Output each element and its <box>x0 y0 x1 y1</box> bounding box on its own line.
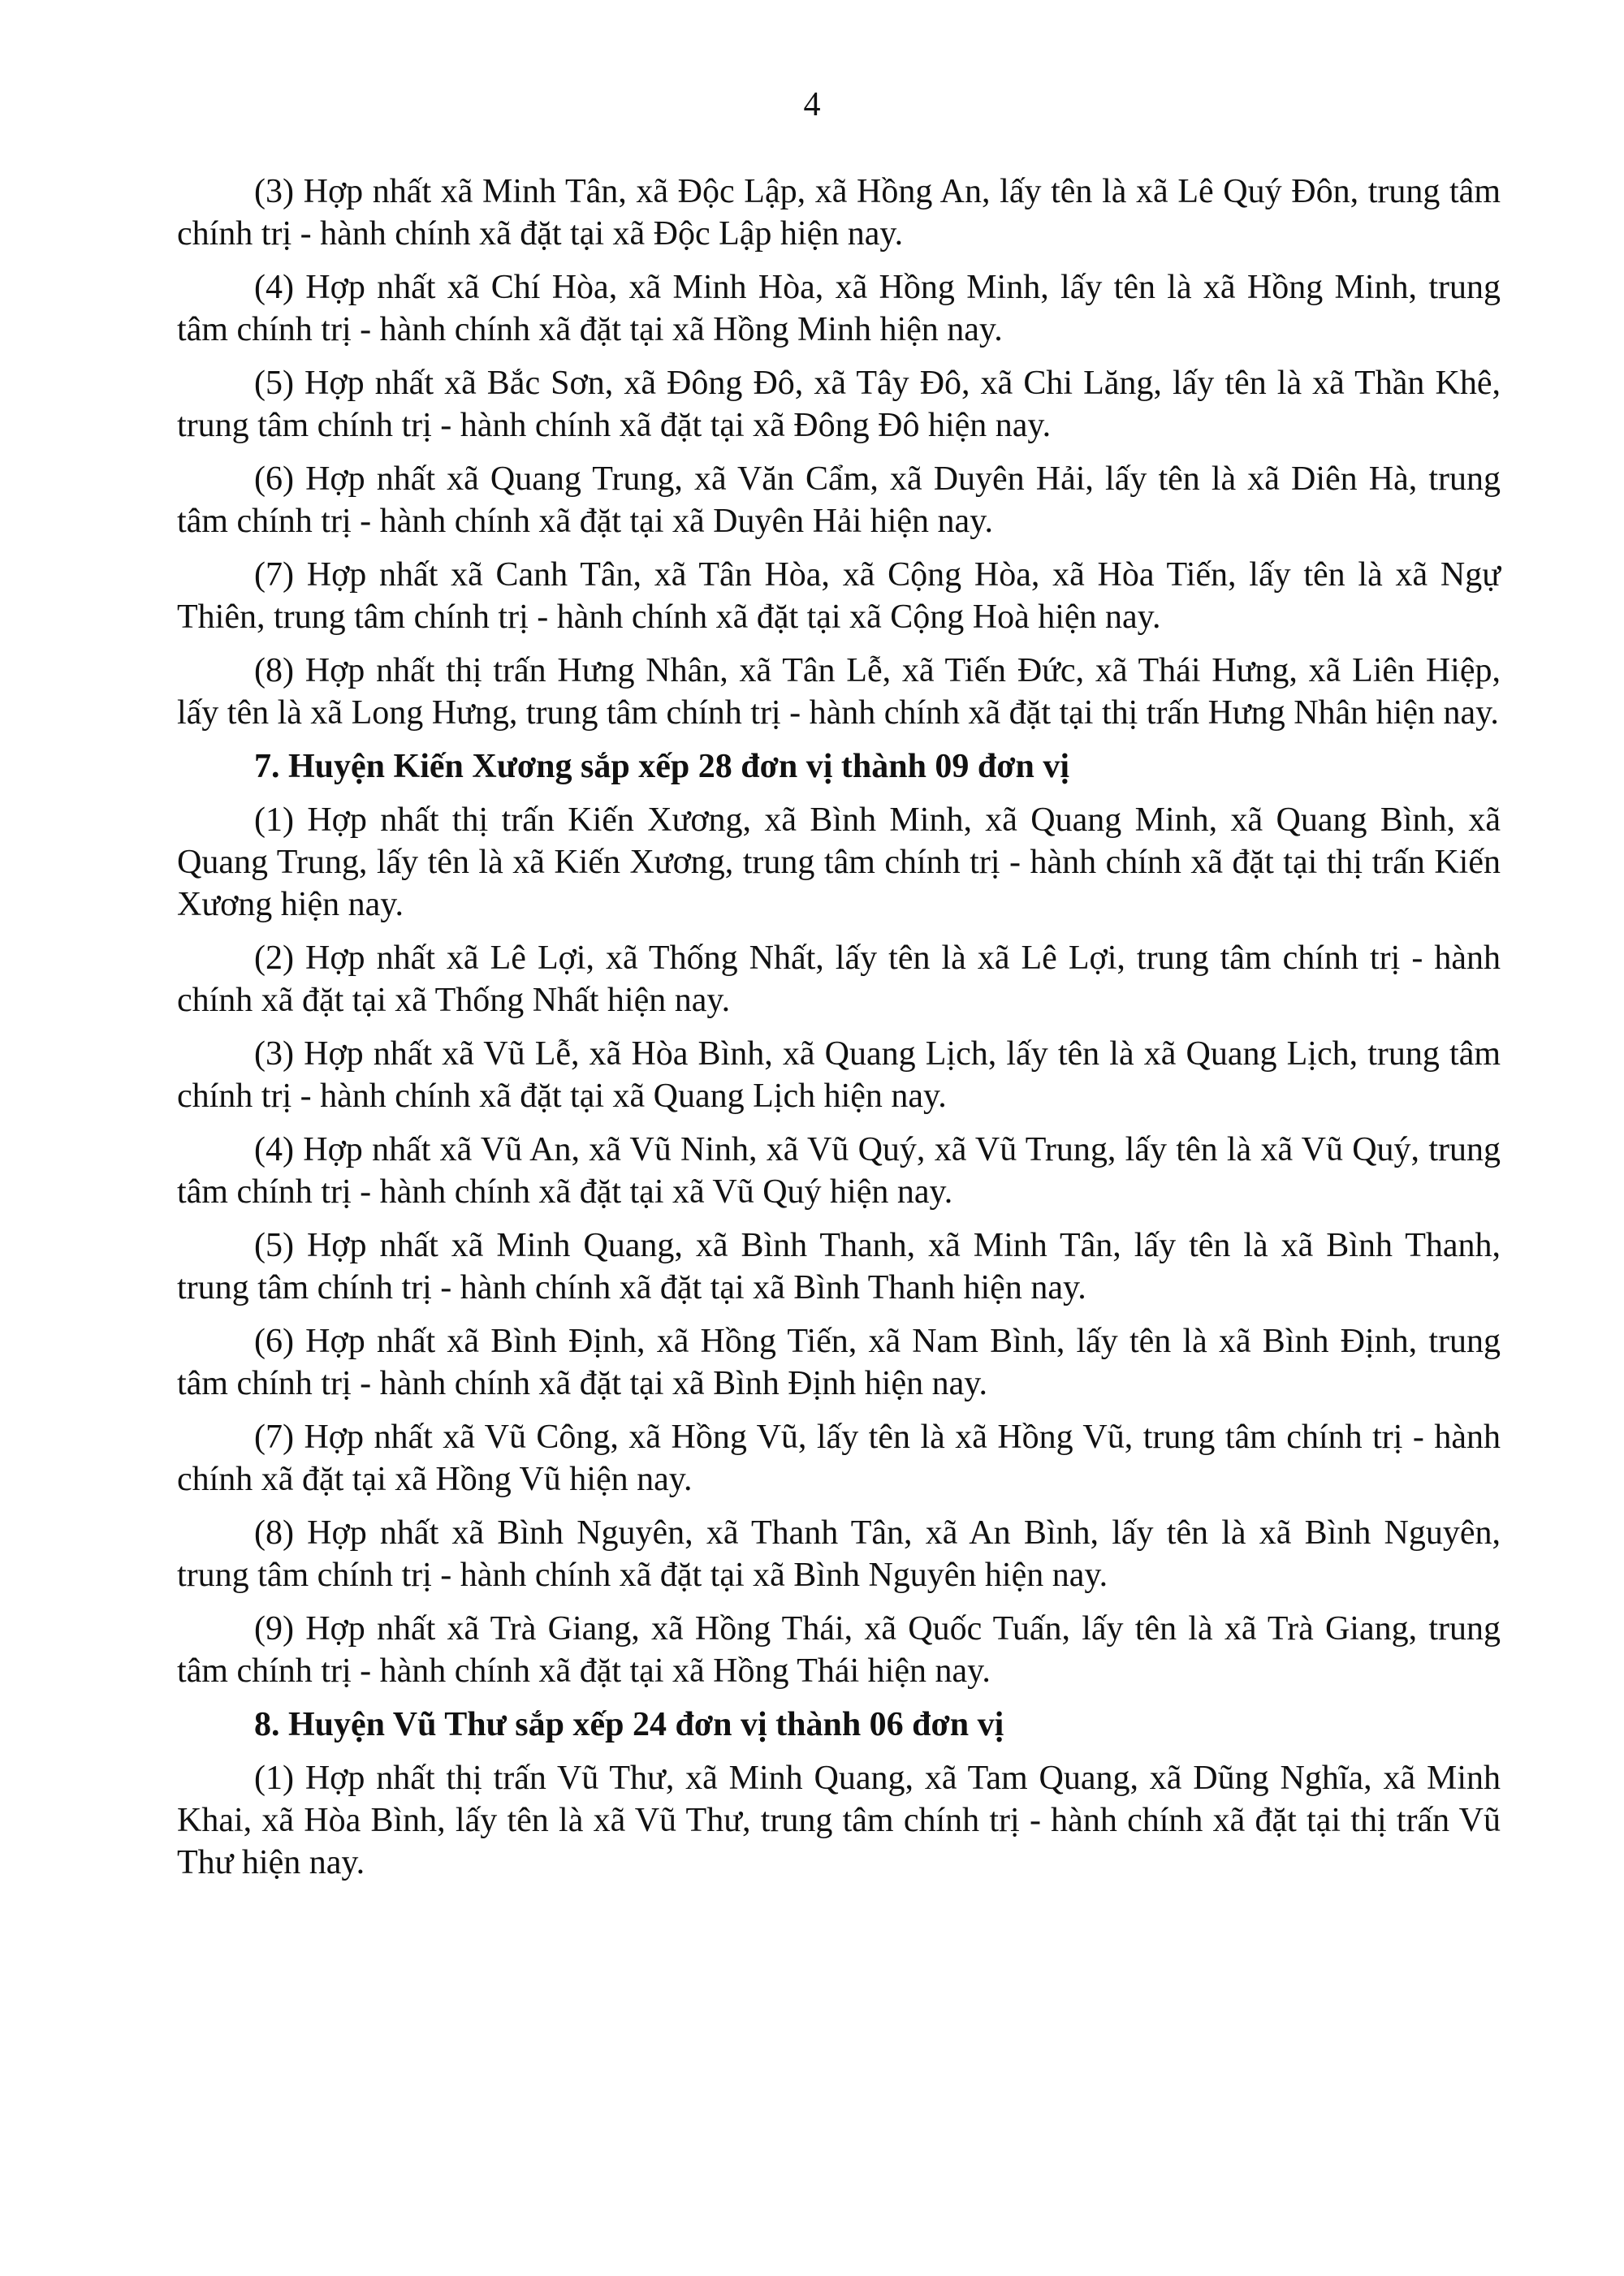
page-number: 4 <box>803 86 821 123</box>
list-item: (1) Hợp nhất thị trấn Kiến Xương, xã Bình Minh, xã Quang Minh, xã Quang Bình, xã Quang Trung, lấy tên là xã Kiến Xương, trung tâm chính trị - hành chính xã đặt tại thị trấn Kiến Xương hiện nay. <box>177 801 1501 923</box>
list-item: (3) Hợp nhất xã Minh Tân, xã Độc Lập, xã Hồng An, lấy tên là xã Lê Quý Đôn, trung tâm chính trị - hành chính xã đặt tại xã Độc Lập hiện nay. <box>177 173 1501 253</box>
list-item: (5) Hợp nhất xã Minh Quang, xã Bình Thanh, xã Minh Tân, lấy tên là xã Bình Thanh, trung tâm chính trị - hành chính xã đặt tại xã Bình Thanh hiện nay. <box>177 1227 1501 1306</box>
list-item: (5) Hợp nhất xã Bắc Sơn, xã Đông Đô, xã Tây Đô, xã Chi Lăng, lấy tên là xã Thần Khê, trung tâm chính trị - hành chính xã đặt tại xã Đông Đô hiện nay. <box>177 365 1501 444</box>
list-item: (2) Hợp nhất xã Lê Lợi, xã Thống Nhất, lấy tên là xã Lê Lợi, trung tâm chính trị - hành chính xã đặt tại xã Thống Nhất hiện nay. <box>177 939 1501 1019</box>
list-item: (3) Hợp nhất xã Vũ Lễ, xã Hòa Bình, xã Quang Lịch, lấy tên là xã Quang Lịch, trung tâm chính trị - hành chính xã đặt tại xã Quang Lịch hiện nay. <box>177 1035 1501 1115</box>
list-item: (6) Hợp nhất xã Quang Trung, xã Văn Cẩm, xã Duyên Hải, lấy tên là xã Diên Hà, trung tâm chính trị - hành chính xã đặt tại xã Duyên Hải hiện nay. <box>177 460 1501 540</box>
list-item: (8) Hợp nhất thị trấn Hưng Nhân, xã Tân Lễ, xã Tiến Đức, xã Thái Hưng, xã Liên Hiệp, lấy tên là xã Long Hưng, trung tâm chính trị - hành chính xã đặt tại thị trấn Hưng Nhân hiện nay. <box>177 652 1501 732</box>
list-item: (4) Hợp nhất xã Vũ An, xã Vũ Ninh, xã Vũ Quý, xã Vũ Trung, lấy tên là xã Vũ Quý, trung tâm chính trị - hành chính xã đặt tại xã Vũ Quý hiện nay. <box>177 1131 1501 1211</box>
list-item: (8) Hợp nhất xã Bình Nguyên, xã Thanh Tân, xã An Bình, lấy tên là xã Bình Nguyên, trung tâm chính trị - hành chính xã đặt tại xã Bình Nguyên hiện nay. <box>177 1514 1501 1594</box>
document-body <box>177 171 1501 1895</box>
section-heading-kien-xuong: 7. Huyện Kiến Xương sắp xếp 28 đơn vị thành 09 đơn vị <box>254 748 1070 785</box>
list-item: (1) Hợp nhất thị trấn Vũ Thư, xã Minh Quang, xã Tam Quang, xã Dũng Nghĩa, xã Minh Khai, xã Hòa Bình, lấy tên là xã Vũ Thư, trung tâm chính trị - hành chính xã đặt tại thị trấn Vũ Thư hiện nay. <box>177 1760 1501 1881</box>
section-heading-vu-thu: 8. Huyện Vũ Thư sắp xếp 24 đơn vị thành 06 đơn vị <box>254 1706 1004 1743</box>
list-item: (4) Hợp nhất xã Chí Hòa, xã Minh Hòa, xã Hồng Minh, lấy tên là xã Hồng Minh, trung tâm chính trị - hành chính xã đặt tại xã Hồng Minh hiện nay. <box>177 269 1501 348</box>
list-item: (7) Hợp nhất xã Canh Tân, xã Tân Hòa, xã Cộng Hòa, xã Hòa Tiến, lấy tên là xã Ngự Thiên, trung tâm chính trị - hành chính xã đặt tại xã Cộng Hoà hiện nay. <box>177 556 1501 636</box>
list-item: (9) Hợp nhất xã Trà Giang, xã Hồng Thái, xã Quốc Tuấn, lấy tên là xã Trà Giang, trung tâm chính trị - hành chính xã đặt tại xã Hồng Thái hiện nay. <box>177 1610 1501 1690</box>
list-item: (6) Hợp nhất xã Bình Định, xã Hồng Tiến, xã Nam Bình, lấy tên là xã Bình Định, trung tâm chính trị - hành chính xã đặt tại xã Bình Định hiện nay. <box>177 1323 1501 1402</box>
list-item: (7) Hợp nhất xã Vũ Công, xã Hồng Vũ, lấy tên là xã Hồng Vũ, trung tâm chính trị - hành chính xã đặt tại xã Hồng Vũ hiện nay. <box>177 1419 1501 1498</box>
